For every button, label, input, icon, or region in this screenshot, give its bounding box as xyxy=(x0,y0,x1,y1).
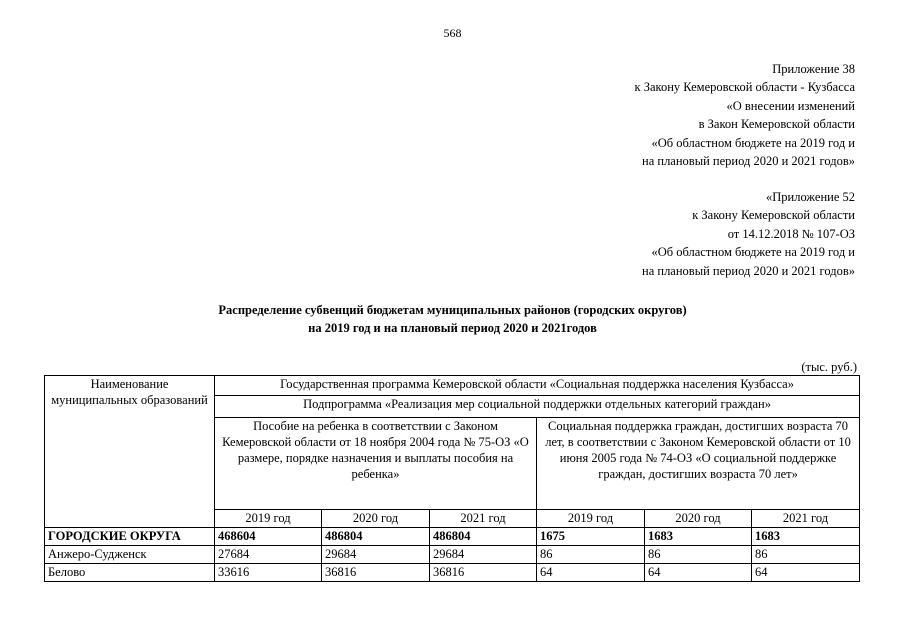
row-value: 1675 xyxy=(537,528,645,546)
appendix-38-line: «Об областном бюджете на 2019 год и xyxy=(651,135,855,150)
table-row xyxy=(45,546,860,564)
appendix-38-block xyxy=(635,60,856,170)
elderly-support-header: Социальная поддержка граждан, достигших возраста 70 лет, в соответствии с Законом Кемеровской области от 10 июня 2005 года № 74-ОЗ «О социальной поддержке граждан, достигших возраста 70 лет» xyxy=(537,418,860,510)
appendix-52-line: к Закону Кемеровской области xyxy=(692,208,855,223)
appendix-52-line: от 14.12.2018 № 107-ОЗ xyxy=(727,226,855,241)
units-label: (тыс. руб.) xyxy=(801,360,857,374)
year-header: 2021 год xyxy=(430,510,537,528)
document-title-line-1: Распределение субвенций бюджетам муниципальных районов (городских округов) xyxy=(218,303,687,317)
row-value: 29684 xyxy=(322,546,430,564)
row-value: 1683 xyxy=(752,528,860,546)
municipality-name-header: Наименование муниципальных образований xyxy=(45,376,215,528)
row-value: 86 xyxy=(645,546,752,564)
year-header: 2020 год xyxy=(645,510,752,528)
row-name: Анжеро-Судженск xyxy=(45,546,215,564)
row-value: 486804 xyxy=(430,528,537,546)
row-value: 27684 xyxy=(215,546,322,564)
subprogram-header: Подпрограмма «Реализация мер социальной поддержки отдельных категорий граждан» xyxy=(215,396,860,418)
child-allowance-header: Пособие на ребенка в соответствии с Законом Кемеровской области от 18 ноября 2004 года № 75-ОЗ «О размере, порядке назначения и выплаты пособия на ребенка» xyxy=(215,418,537,510)
program-header: Государственная программа Кемеровской области «Социальная поддержка населения Кузбасса» xyxy=(215,376,860,396)
row-value: 29684 xyxy=(430,546,537,564)
subventions-table xyxy=(44,375,860,582)
year-header: 2019 год xyxy=(215,510,322,528)
row-value: 64 xyxy=(537,564,645,582)
appendix-52-line: «Приложение 52 xyxy=(766,190,855,204)
row-value: 36816 xyxy=(322,564,430,582)
row-name: Белово xyxy=(45,564,215,582)
document-title-line-2: на 2019 год и на плановый период 2020 и 2021годов xyxy=(308,321,597,335)
row-value: 468604 xyxy=(215,528,322,546)
appendix-38-line: к Закону Кемеровской области - Кузбасса xyxy=(634,80,855,95)
row-value: 1683 xyxy=(645,528,752,546)
row-value: 86 xyxy=(752,546,860,564)
appendix-52-block xyxy=(642,188,855,280)
appendix-52-line: «Об областном бюджете на 2019 год и xyxy=(651,245,855,260)
year-header: 2021 год xyxy=(752,510,860,528)
row-value: 64 xyxy=(645,564,752,582)
year-header: 2019 год xyxy=(537,510,645,528)
row-value: 486804 xyxy=(322,528,430,546)
row-value: 36816 xyxy=(430,564,537,582)
table-row xyxy=(45,564,860,582)
row-name: ГОРОДСКИЕ ОКРУГА xyxy=(45,528,215,546)
appendix-38-line: «О внесении изменений xyxy=(726,98,855,113)
row-value: 64 xyxy=(752,564,860,582)
appendix-38-line: в Закон Кемеровской области xyxy=(698,117,855,132)
page-number: 568 xyxy=(443,26,462,40)
document-title xyxy=(0,301,905,337)
appendix-38-line: на плановый период 2020 и 2021 годов» xyxy=(642,154,855,169)
row-value: 33616 xyxy=(215,564,322,582)
year-header: 2020 год xyxy=(322,510,430,528)
appendix-52-line: на плановый период 2020 и 2021 годов» xyxy=(642,263,855,278)
row-value: 86 xyxy=(537,546,645,564)
appendix-38-line: Приложение 38 xyxy=(772,62,855,76)
table-row xyxy=(45,528,860,546)
